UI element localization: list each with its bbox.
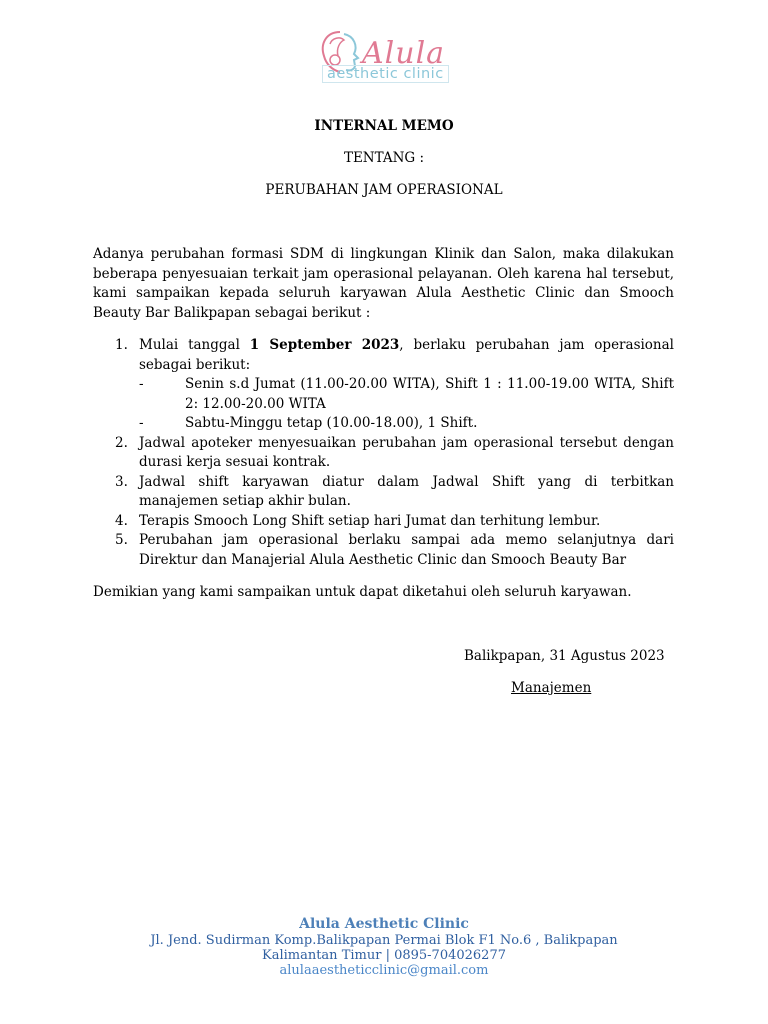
list-text: Terapis Smooch Long Shift setiap hari Jumat dan terhitung lembur. — [139, 512, 601, 529]
list-text-post: , berlaku perubahan jam operasional sebagai berikut: — [139, 337, 674, 373]
logo — [310, 26, 460, 88]
memo-subject: PERUBAHAN JAM OPERASIONAL — [265, 182, 503, 198]
list-text: Jadwal shift karyawan diatur dalam Jadwal Shift yang di terbitkan manajemen setiap akhir bulan. — [139, 473, 674, 509]
list-number: 2. — [115, 434, 128, 451]
list-item — [93, 434, 674, 473]
logo-sub-text: aesthetic clinic — [322, 65, 449, 83]
logo-script-text: Alula — [362, 36, 446, 71]
memo-tentang: TENTANG : — [343, 150, 425, 166]
list-number: 1. — [115, 337, 128, 353]
memo-title: INTERNAL MEMO — [314, 118, 454, 134]
list-text-pre: Mulai tanggal — [139, 337, 250, 353]
list-text-bold: 1 September 2023 — [249, 337, 400, 353]
list-number: 3. — [115, 473, 128, 490]
list-item — [93, 512, 674, 532]
list-text: Perubahan jam operasional berlaku sampai ada memo selanjutnya dari Direktur dan Manajerial Alula Aesthetic Clinic dan Smooch Beauty Bar — [139, 532, 674, 568]
numbered-list — [93, 336, 674, 570]
sub-dash: - — [139, 415, 144, 431]
list-item — [93, 473, 674, 512]
place-date: Balikpapan, 31 Agustus 2023 — [464, 648, 665, 664]
sub-dash: - — [139, 376, 144, 392]
list-number: 4. — [115, 512, 128, 529]
footer-address-line2: Kalimantan Timur | 0895-704026277 — [261, 948, 506, 963]
footer-address-line1: Jl. Jend. Sudirman Komp.Balikpapan Permai Blok F1 No.6 , Balikpapan — [150, 933, 618, 948]
signer: Manajemen — [511, 680, 592, 696]
list-number: 5. — [115, 532, 128, 548]
footer-clinic-name: Alula Aesthetic Clinic — [299, 916, 469, 932]
intro-paragraph: Adanya perubahan formasi SDM di lingkungan Klinik dan Salon, maka dilakukan beberapa penyesuaian terkait jam operasional pelayanan. Oleh karena hal tersebut, kami sampaikan kepada seluruh karyawan Alula Aesthetic Clinic dan Smooch Beauty Bar Balikpapan sebagai berikut : — [93, 246, 674, 321]
sub-text: Sabtu-Minggu tetap (10.00-18.00), 1 Shift. — [185, 415, 478, 431]
sub-item — [139, 414, 674, 434]
closing-paragraph: Demikian yang kami sampaikan untuk dapat diketahui oleh seluruh karyawan. — [93, 584, 632, 600]
list-item — [93, 336, 674, 434]
sub-text: Senin s.d Jumat (11.00-20.00 WITA), Shift 1 : 11.00-19.00 WITA, Shift 2: 12.00-20.00 WITA — [185, 376, 674, 412]
sub-item — [139, 375, 674, 414]
list-item — [93, 531, 674, 570]
footer-email[interactable]: alulaaestheticclinic@gmail.com — [279, 963, 489, 978]
list-text: Jadwal apoteker menyesuaikan perubahan jam operasional tersebut dengan durasi kerja sesuai kontrak. — [139, 434, 674, 470]
